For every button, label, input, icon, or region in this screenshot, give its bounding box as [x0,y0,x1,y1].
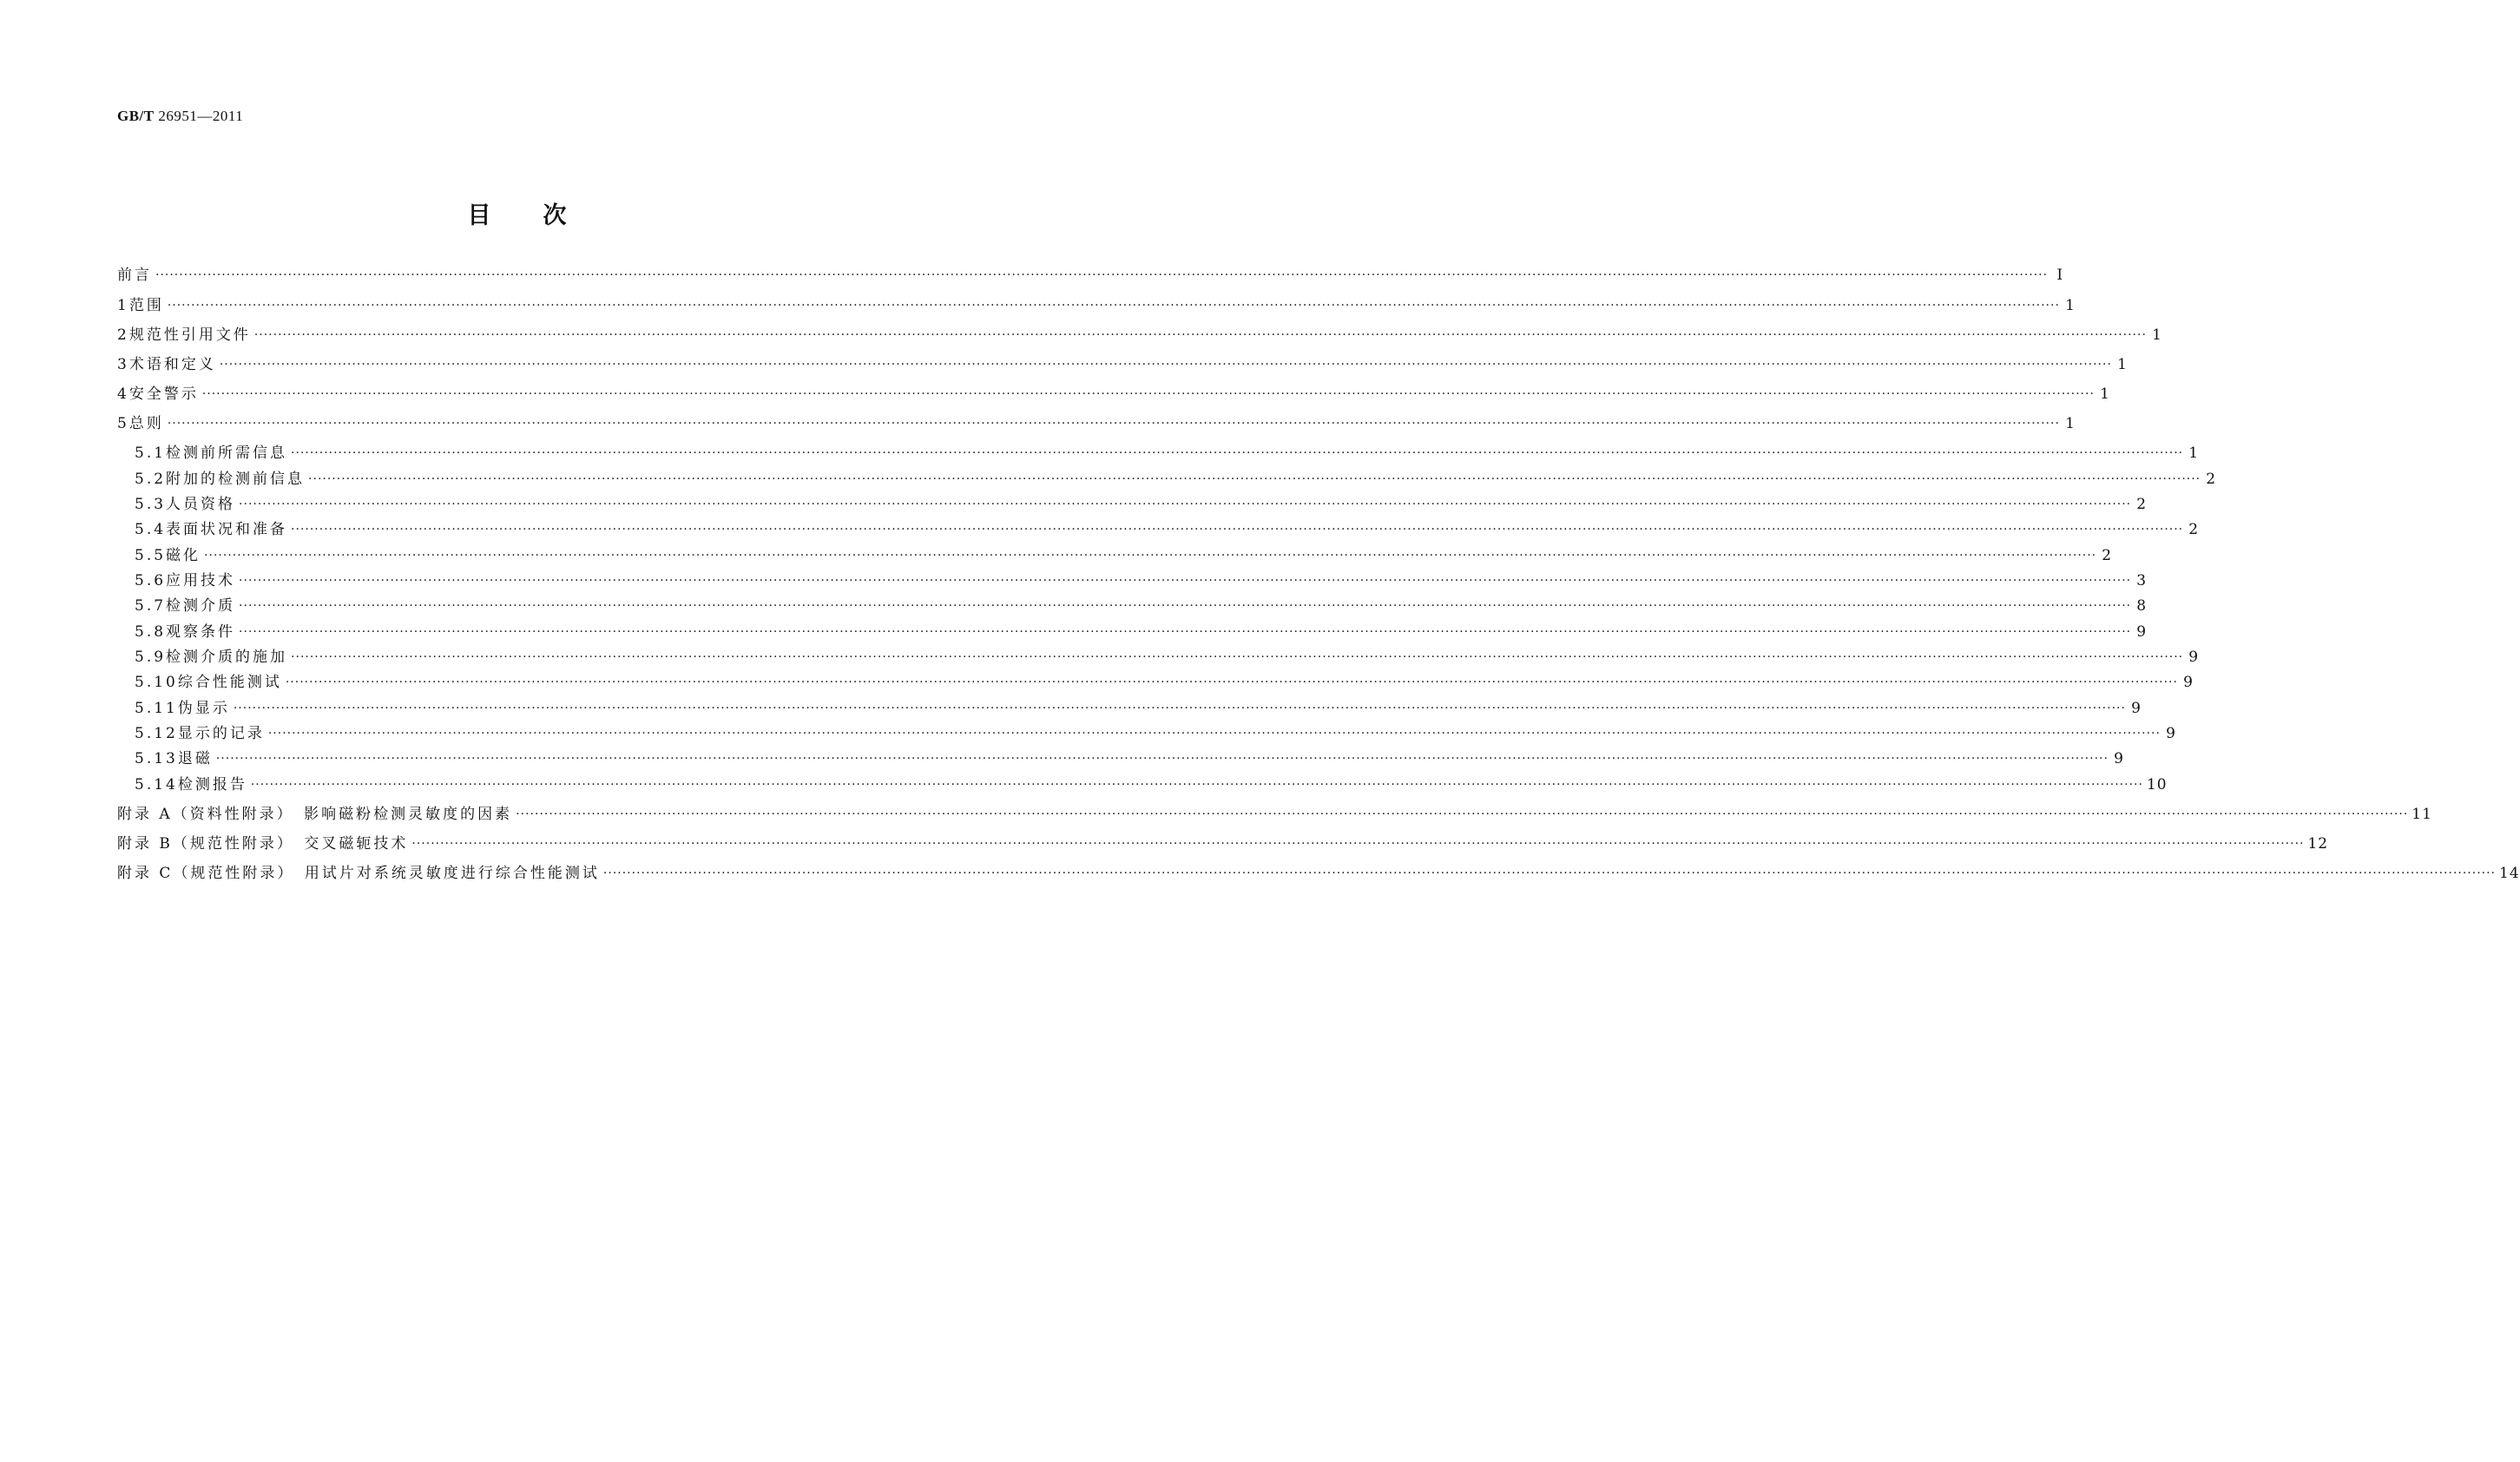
dot-leader: ················································································································································································································································································································································································································ [201,387,2095,401]
toc-entry-label: 安全警示 [128,385,199,403]
toc-entry-page: 8 [2136,597,2148,615]
toc-entry-number: 5.6 [135,572,167,589]
toc-entry-page: 11 [2411,806,2432,823]
dot-leader: ················································································································································································································································································································································································································ [291,446,2184,460]
toc-entry-label: 应用技术 [166,572,236,589]
dot-leader: ················································································································································································································································································································································································································ [291,523,2184,537]
toc-entry-page: 3 [2136,572,2148,589]
toc-entry-label: 附加的检测前信息 [166,471,306,488]
dot-leader: ················································································································································································································································································································································································································ [291,650,2184,664]
toc-entry-5-9[interactable] [117,647,2200,668]
toc-entry-label: 表面状况和准备 [166,521,288,538]
toc-entry-5-5[interactable] [117,545,2113,566]
dot-leader: ················································································································································································································································································································································································································ [233,701,2126,715]
toc-entry-page: 1 [2100,385,2110,403]
dot-leader: ················································································································································································································································································································································································································ [239,599,2132,613]
toc-entry-5-12[interactable] [117,723,2176,744]
toc-entry-page: 14 [2499,865,2520,882]
toc-entry-5-14[interactable] [117,774,2168,795]
toc-entry-5-4[interactable] [117,519,2200,540]
dot-leader: ················································································································································································································································································································································································································ [155,268,2049,282]
toc-entry-number: 5.11 [135,700,178,717]
toc-entry-3[interactable] [117,354,2128,375]
toc-entry-number: 5 [117,415,129,432]
dot-leader: ················································································································································································································································································································································································································ [167,417,2060,431]
standard-number: 26951—2011 [158,108,244,124]
toc-entry-page: 9 [2136,623,2148,641]
dot-leader: ················································································································································································································································································································································································································ [411,837,2305,851]
toc-entry-label: 人员资格 [166,496,236,513]
dot-leader: ················································································································································································································································································································································································································ [250,778,2143,792]
toc-entry-5-3[interactable] [117,494,2148,515]
dot-leader: ················································································································································································································································································································································································································ [285,675,2178,689]
toc-entry-number: 5.12 [135,725,178,742]
toc-entry-5-1[interactable] [117,443,2200,464]
toc-entry-label: 磁化 [166,547,201,564]
toc-entry-page: 1 [2152,326,2162,344]
toc-entry-number: 4 [117,385,129,403]
toc-entry-label: 附录 B（规范性附录） 交叉磁轭技术 [117,835,409,853]
dot-leader: ················································································································································································································································································································································································································ [267,727,2161,741]
toc-entry-number: 5.13 [135,750,178,767]
toc-entry-5[interactable] [117,413,2076,434]
toc-entry-5-11[interactable] [117,698,2142,719]
toc-entry-page: 2 [2188,521,2200,538]
toc-entry-label: 前言 [117,267,152,284]
toc-entry-label: 规范性引用文件 [128,326,251,344]
toc-entry-annex-c[interactable] [117,863,2520,884]
toc-entry-5-10[interactable] [117,672,2194,693]
toc-entry-number: 5.10 [135,674,178,691]
toc-entry-label: 检测前所需信息 [166,445,288,462]
toc-entry-label: 术语和定义 [128,356,216,373]
toc-entry-number: 5.2 [135,471,167,488]
standard-code [117,108,243,125]
toc-entry-page: 9 [2131,700,2142,717]
toc-entry-label: 检测介质的施加 [166,649,288,666]
toc-entry-5-13[interactable] [117,748,2124,769]
toc-entry-page: 10 [2146,776,2168,794]
dot-leader: ················································································································································································································································································································································································································ [308,472,2201,486]
toc-entry-foreword[interactable] [117,265,2064,286]
dot-leader: ················································································································································································································································································································································································································ [239,574,2132,588]
toc-entry-page: 9 [2114,750,2124,767]
toc-entry-number: 5.8 [135,623,167,641]
toc-entry-page: 1 [2065,415,2076,432]
toc-entry-annex-b[interactable] [117,833,2329,854]
toc-entry-page: 1 [2065,297,2076,314]
toc-entry-5-6[interactable] [117,570,2148,591]
toc-entry-label: 附录 C（规范性附录） 用试片对系统灵敏度进行综合性能测试 [117,865,600,882]
toc-entry-2[interactable] [117,325,2162,346]
toc-entry-number: 1 [117,297,129,314]
toc-entry-label: 退磁 [177,750,213,767]
toc-entry-label: 附录 A（资料性附录） 影响磁粉检测灵敏度的因素 [117,806,513,823]
toc-entry-page: 2 [2136,496,2148,513]
toc-entry-page: 1 [2117,356,2128,373]
toc-entry-label: 伪显示 [177,700,230,717]
dot-leader: ················································································································································································································································································································································································································ [602,866,2496,880]
toc-entry-label: 观察条件 [166,623,236,641]
dot-leader: ················································································································································································································································································································································································································ [215,752,2109,766]
toc-entry-label: 显示的记录 [177,725,265,742]
toc-entry-number: 5.7 [135,597,167,615]
toc-entry-number: 3 [117,356,129,373]
toc-entry-4[interactable] [117,384,2110,405]
toc-entry-number: 2 [117,326,129,344]
toc-entry-number: 5.14 [135,776,178,794]
toc-entry-label: 总则 [128,415,164,432]
dot-leader: ················································································································································································································································································································································································································ [167,299,2060,313]
toc-entry-annex-a[interactable] [117,804,2432,825]
toc-entry-label: 范围 [128,297,164,314]
toc-entry-5-2[interactable] [117,469,2217,490]
dot-leader: ················································································································································································································································································································································································································ [516,807,2409,821]
page-title: 目次 [467,202,619,229]
toc-entry-1[interactable] [117,295,2076,316]
toc-entry-label: 检测介质 [166,597,236,615]
toc-entry-number: 5.4 [135,521,167,538]
toc-entry-5-8[interactable] [117,622,2148,642]
toc-entry-label: 综合性能测试 [177,674,282,691]
toc-entry-label: 检测报告 [177,776,247,794]
toc-entry-page: 2 [2102,547,2113,564]
dot-leader: ················································································································································································································································································································································································································ [219,358,2112,372]
dot-leader: ················································································································································································································································································································································································································ [253,328,2147,342]
toc-entry-page: Ⅰ [2056,267,2064,284]
toc-entry-page: 9 [2166,725,2176,742]
toc-entry-number: 5.9 [135,649,167,666]
toc-entry-number: 5.3 [135,496,167,513]
standard-prefix: GB/T [117,108,155,124]
toc-entry-page: 2 [2206,471,2217,488]
toc-entry-5-7[interactable] [117,596,2148,616]
dot-leader: ················································································································································································································································································································································································································ [239,625,2132,639]
toc-entry-page: 1 [2188,445,2200,462]
toc-entry-page: 9 [2183,674,2194,691]
toc-entry-number: 5.1 [135,445,167,462]
toc-entry-page: 12 [2307,835,2329,853]
dot-leader: ················································································································································································································································································································································································································ [239,497,2132,511]
dot-leader: ················································································································································································································································································································································································································ [204,549,2097,563]
toc-entry-number: 5.5 [135,547,167,564]
toc-entry-page: 9 [2188,649,2200,666]
